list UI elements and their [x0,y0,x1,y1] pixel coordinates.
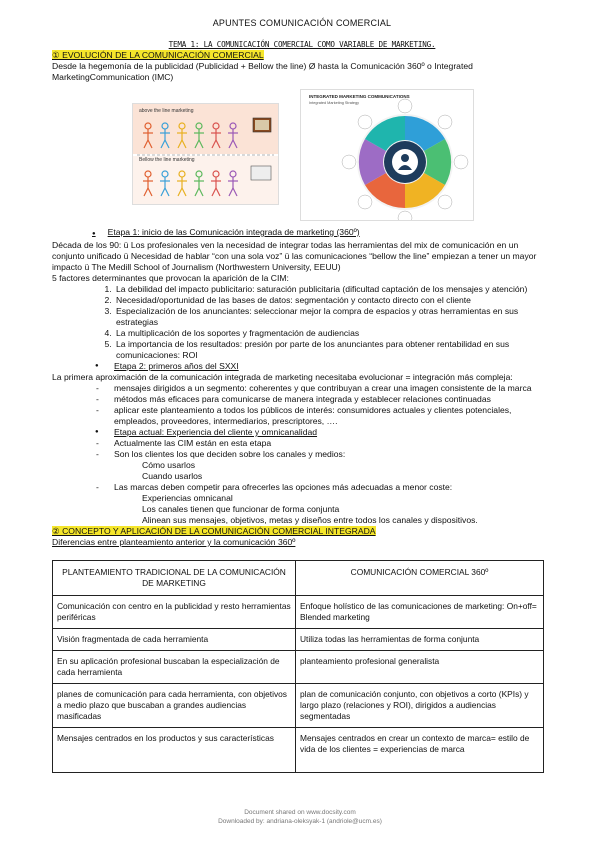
table-header-cell: PLANTEAMIENTO TRADICIONAL DE LA COMUNICACIÓN DE MARKETING [53,561,296,596]
table-cell: Utiliza todas las herramientas de forma conjunta [296,629,544,651]
list-item: - Las marcas deben competir para ofrecerles las opciones más adecuadas a menor coste: Experiencias omnicanal Los canales tienen que funcionar de forma conjunta Alinean sus mensajes, objetivos, metas y diseños entre todos los canales y dispositivos. [114,482,552,526]
table-cell: Visión fragmentada de cada herramienta [53,629,296,651]
list-item: - mensajes dirigidos a un segmento: coherentes y que contribuyan a crear una imagen consistente de la marca [114,383,552,394]
img1-label-top: above the line marketing [139,108,194,114]
table-row [53,596,544,629]
document-title: APUNTES COMUNICACIÓN COMERCIAL [212,18,392,28]
section1-heading: ① EVOLUCIÓN DE LA COMUNICACIÓN COMERCIAL [52,50,264,60]
table-cell: planteamiento profesional generalista [296,651,544,684]
etapa2-heading: ● Etapa 2: primeros años del SXXI [114,361,552,372]
table-row [53,684,544,728]
table-row [53,629,544,651]
table-row [53,651,544,684]
list-item: 2. Necesidad/oportunidad de las bases de datos: segmentación y contacto directo con el cliente [114,295,552,306]
comparison-table [52,560,544,773]
list-item: - Son los clientes los que deciden sobre los canales y medios: Cómo usarlos Cuando usarlos [114,449,552,482]
sub-item: Cómo usarlos [142,460,196,470]
list-item: 1. La debilidad del impacto publicitario: saturación publicitaria (dificultad captación de los mensajes y atención) [114,284,552,295]
etapa-actual-heading: ● Etapa actual: Experiencia del cliente y omnicanalidad [114,427,552,438]
above-below-line-image [132,103,279,205]
table-row [53,728,544,773]
paragraph-factores: 5 factores determinantes que provocan la aparición de la CIM: [52,273,289,283]
img2-title: INTEGRATED MARKETING COMMUNICATIONS [309,94,410,99]
list-item: 3. Especialización de los anunciantes: seleccionar mejor la compra de espacios y otras herramientas en sus estrategias [114,306,552,328]
table-cell: Enfoque holístico de las comunicaciones de marketing: On+off= Blended marketing [296,596,544,629]
table-header-cell: COMUNICACIÓN COMERCIAL 360º [296,561,544,596]
section2-heading: ② CONCEPTO Y APLICACIÓN DE LA COMUNICACIÓN COMERCIAL INTEGRADA [52,526,376,536]
table-cell: Comunicación con centro en la publicidad y resto herramientas periféricas [53,596,296,629]
sub-item: Los canales tienen que funcionar de forma conjunta [142,504,340,514]
list-item: - aplicar este planteamiento a todos los públicos de interés: consumidores actuales y clientes potenciales, empleados, proveedores, intermediarios, prescriptores, …. [114,405,552,427]
section2-subheading: Diferencias entre planteamiento anterior y la comunicación 360º [52,537,296,547]
page-footer [0,808,600,826]
paragraph-decada-90: Década de los 90: ü Los profesionales ven la necesidad de integrar todas las herramientas del mix de comunicación en un conjunto unificado ü Necesidad de hablar “con una sola voz” ü las comunicaciones “bellow the line” empiezan a tener un mayor impacto ü The Medill School of Journalism (Northwestern University, EEUU) [52,240,537,272]
sub-item: Alinean sus mensajes, objetivos, metas y diseños entre todos los canales y dispositivos. [142,515,478,525]
etapa1-heading: ● Etapa 1: inicio de las Comunicación integrada de marketing (360º) [92,227,360,237]
footer-downloaded-by: Downloaded by: andriana-oleksyak-1 (andriole@ucm.es) [218,818,382,825]
list-item: - Actualmente las CIM están en esta etapa [114,438,552,449]
table-header-row [53,561,544,596]
etapa2-list [52,361,552,372]
section1-intro: Desde la hegemonía de la publicidad (Publicidad + Bellow the line) Ø hasta la Comunicación 360º o Integrated MarketingCommunication (IMC) [52,61,473,82]
dash-list-1 [52,383,552,526]
table-cell: En su aplicación profesional buscaban la especialización de cada herramienta [53,651,296,684]
list-item: 5. La importancia de los resultados: presión por parte de los anunciantes para obtener rentabilidad en sus comunicaciones: ROI [114,339,552,361]
document-page [52,18,552,773]
sub-item: Cuando usarlos [142,471,203,481]
img1-label-bottom: Bellow the line marketing [139,157,195,163]
table-cell: planes de comunicación para cada herramienta, con objetivos a medio plazo que buscaban a grandes audiencias masificadas [53,684,296,728]
table-cell: Mensajes centrados en crear un contexto de marca= estilo de vida de los clientes = experiencias de marca [296,728,544,773]
list-item: - métodos más eficaces para comunicarse de manera integrada y establecer relaciones continuadas [114,394,552,405]
table-cell: Mensajes centrados en los productos y sus características [53,728,296,773]
table-cell: plan de comunicación conjunto, con objetivos a corto (KPIs) y largo plazo (relaciones y ROI), dirigidos a audiencias segmentadas [296,684,544,728]
imc-wheel-image [300,89,474,221]
paragraph-primera-aproximacion: La primera aproximación de la comunicación integrada de marketing necesitaba evolucionar = integración más compleja: [52,372,513,382]
factors-list [52,284,552,361]
img2-sub: Integrated Marketing Strategy [309,101,360,105]
figures-row [52,87,552,227]
list-item: 4. La multiplicación de los soportes y fragmentación de audiencias [114,328,552,339]
topic-title: TEMA 1: LA COMUNICACIÓN COMERCIAL COMO VARIABLE DE MARKETING. [168,40,436,49]
sub-item: Experiencias omnicanal [142,493,233,503]
footer-shared-link[interactable]: Document shared on www.docsity.com [244,809,356,816]
